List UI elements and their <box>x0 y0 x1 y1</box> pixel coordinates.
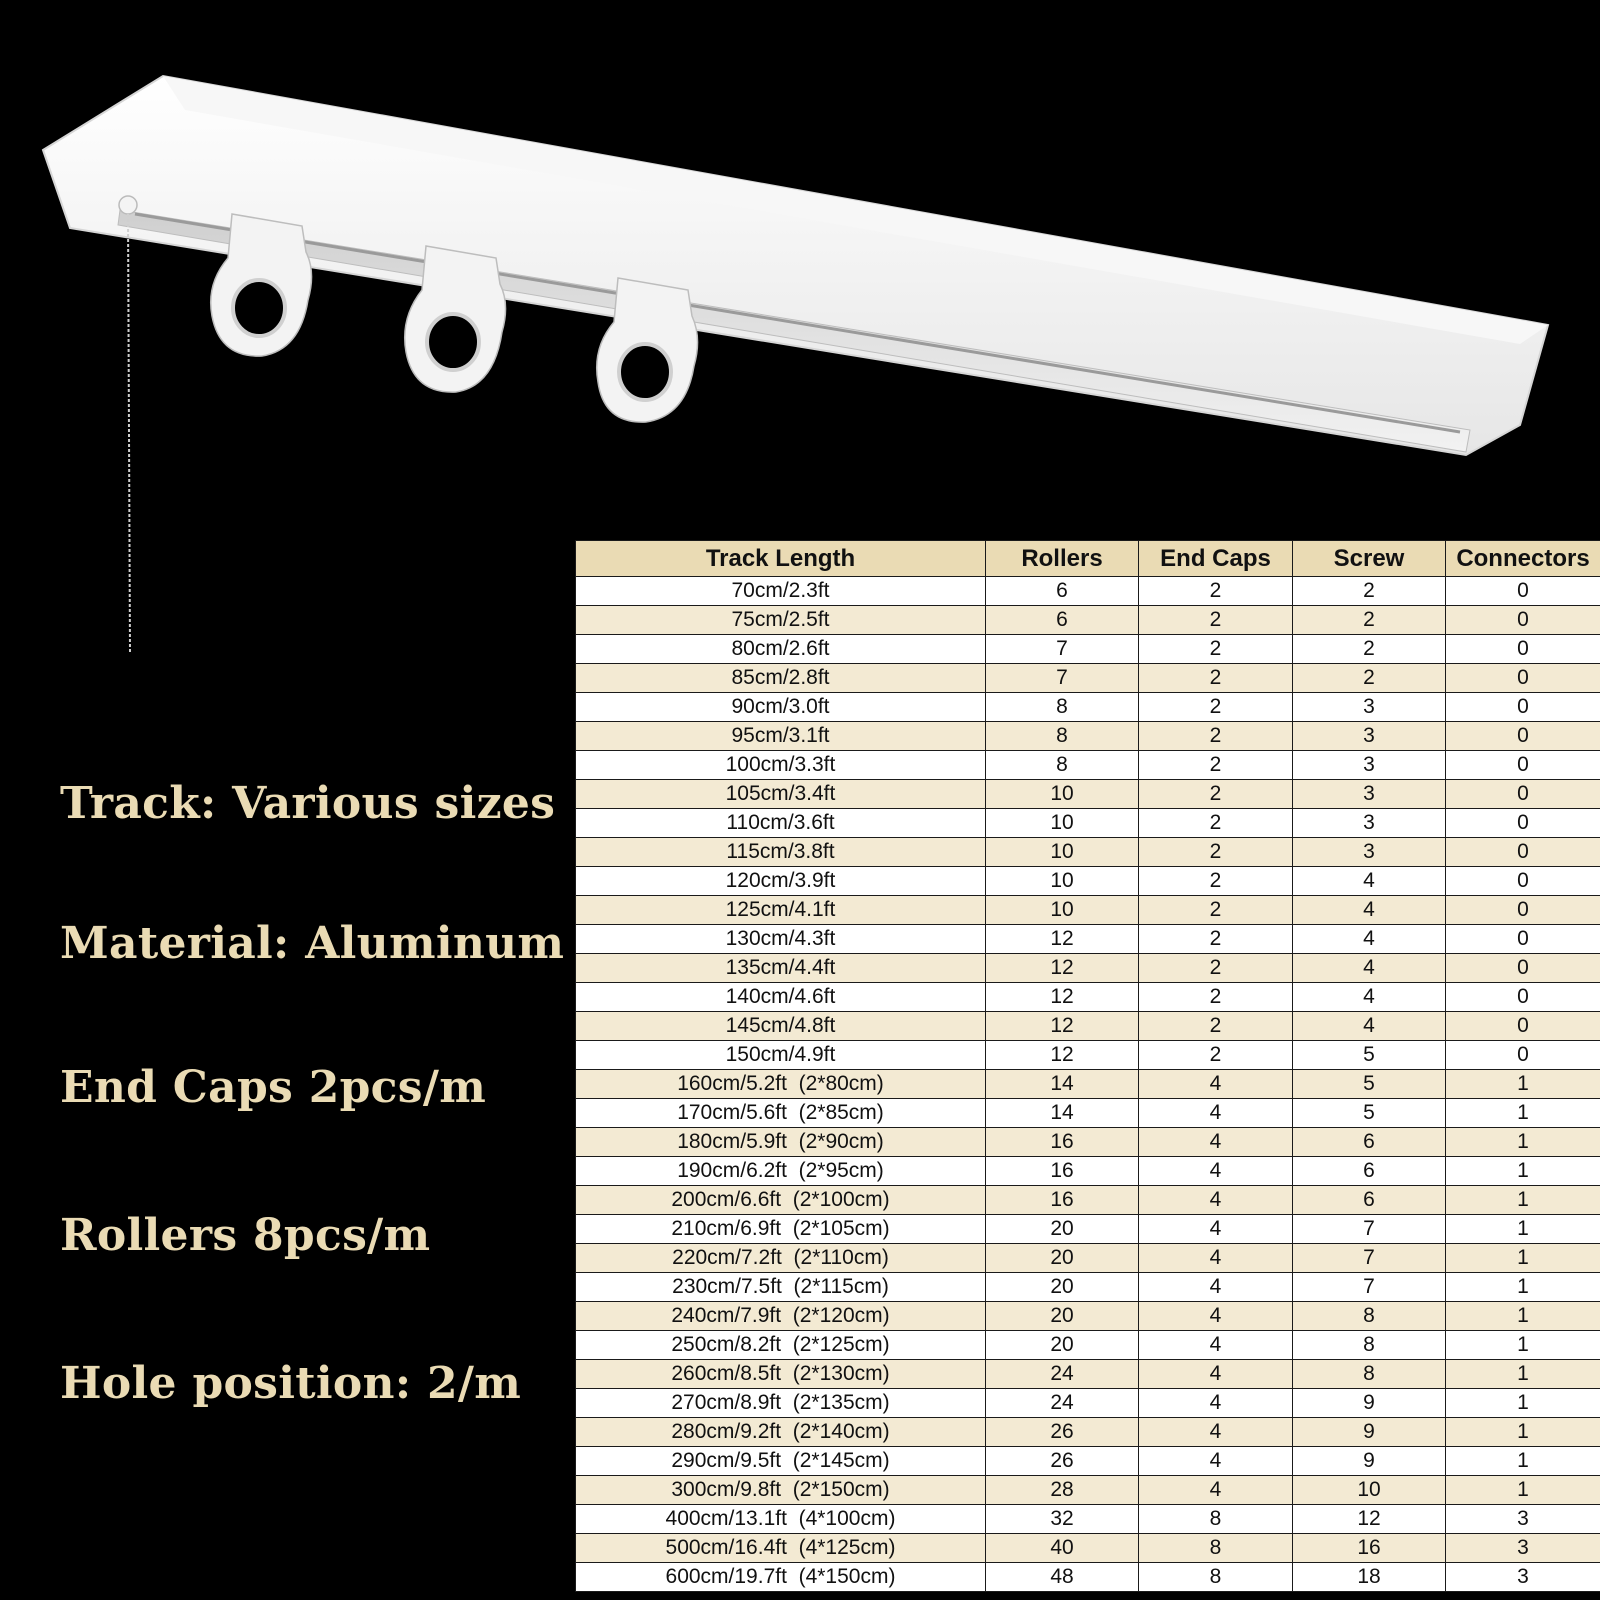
cell-end-caps: 2 <box>1139 664 1293 693</box>
table-row <box>576 664 1600 693</box>
cell-end-caps: 4 <box>1139 1215 1293 1244</box>
size-table <box>575 540 1600 1592</box>
spec-hole-position: Hole position: 2/m <box>60 1358 522 1409</box>
table-row <box>576 1012 1600 1041</box>
table-row <box>576 954 1600 983</box>
cell-rollers: 16 <box>986 1157 1139 1186</box>
cell-rollers: 16 <box>986 1186 1139 1215</box>
cell-screw: 2 <box>1293 635 1446 664</box>
cell-track-length: 125cm/4.1ft <box>576 896 986 925</box>
cell-screw: 4 <box>1293 896 1446 925</box>
cell-connectors: 1 <box>1446 1331 1600 1360</box>
table-row <box>576 1534 1600 1563</box>
cell-end-caps: 2 <box>1139 838 1293 867</box>
cell-screw: 8 <box>1293 1331 1446 1360</box>
cell-screw: 4 <box>1293 867 1446 896</box>
table-row <box>576 925 1600 954</box>
cell-track-length: 210cm/6.9ft (2*105cm) <box>576 1215 986 1244</box>
cell-rollers: 12 <box>986 954 1139 983</box>
cell-connectors: 0 <box>1446 1041 1600 1070</box>
cell-track-length: 160cm/5.2ft (2*80cm) <box>576 1070 986 1099</box>
cell-end-caps: 2 <box>1139 925 1293 954</box>
cell-track-length: 105cm/3.4ft <box>576 780 986 809</box>
cell-connectors: 0 <box>1446 867 1600 896</box>
table-row <box>576 1070 1600 1099</box>
table-row <box>576 867 1600 896</box>
cell-connectors: 1 <box>1446 1418 1600 1447</box>
cell-end-caps: 4 <box>1139 1476 1293 1505</box>
cell-screw: 9 <box>1293 1418 1446 1447</box>
cell-track-length: 130cm/4.3ft <box>576 925 986 954</box>
cell-track-length: 190cm/6.2ft (2*95cm) <box>576 1157 986 1186</box>
cell-rollers: 12 <box>986 983 1139 1012</box>
cell-connectors: 0 <box>1446 954 1600 983</box>
cell-rollers: 32 <box>986 1505 1139 1534</box>
cell-connectors: 1 <box>1446 1215 1600 1244</box>
table-row <box>576 1128 1600 1157</box>
cell-rollers: 12 <box>986 1041 1139 1070</box>
table-row <box>576 1505 1600 1534</box>
cell-rollers: 26 <box>986 1418 1139 1447</box>
cell-end-caps: 4 <box>1139 1157 1293 1186</box>
cell-rollers: 10 <box>986 780 1139 809</box>
table-row <box>576 1563 1600 1592</box>
cell-connectors: 1 <box>1446 1099 1600 1128</box>
cell-rollers: 7 <box>986 635 1139 664</box>
cell-screw: 5 <box>1293 1099 1446 1128</box>
header-end-caps: End Caps <box>1139 541 1293 577</box>
pull-cord <box>119 196 137 652</box>
table-row <box>576 722 1600 751</box>
cell-rollers: 10 <box>986 867 1139 896</box>
cell-connectors: 0 <box>1446 722 1600 751</box>
cell-track-length: 170cm/5.6ft (2*85cm) <box>576 1099 986 1128</box>
cell-end-caps: 4 <box>1139 1360 1293 1389</box>
cell-connectors: 0 <box>1446 751 1600 780</box>
cell-connectors: 0 <box>1446 1012 1600 1041</box>
cell-rollers: 24 <box>986 1389 1139 1418</box>
cell-track-length: 270cm/8.9ft (2*135cm) <box>576 1389 986 1418</box>
cell-screw: 18 <box>1293 1563 1446 1592</box>
cell-end-caps: 2 <box>1139 896 1293 925</box>
cell-screw: 8 <box>1293 1360 1446 1389</box>
cell-screw: 3 <box>1293 780 1446 809</box>
cell-connectors: 0 <box>1446 664 1600 693</box>
cell-screw: 6 <box>1293 1157 1446 1186</box>
cell-track-length: 145cm/4.8ft <box>576 1012 986 1041</box>
cell-end-caps: 4 <box>1139 1302 1293 1331</box>
cell-screw: 7 <box>1293 1215 1446 1244</box>
table-row <box>576 1099 1600 1128</box>
cell-screw: 9 <box>1293 1447 1446 1476</box>
cell-connectors: 0 <box>1446 693 1600 722</box>
cell-end-caps: 4 <box>1139 1331 1293 1360</box>
spec-track: Track: Various sizes <box>60 778 556 829</box>
cell-track-length: 140cm/4.6ft <box>576 983 986 1012</box>
cell-rollers: 26 <box>986 1447 1139 1476</box>
cell-end-caps: 2 <box>1139 780 1293 809</box>
cell-track-length: 150cm/4.9ft <box>576 1041 986 1070</box>
cell-track-length: 90cm/3.0ft <box>576 693 986 722</box>
cell-track-length: 280cm/9.2ft (2*140cm) <box>576 1418 986 1447</box>
cell-track-length: 100cm/3.3ft <box>576 751 986 780</box>
cell-track-length: 260cm/8.5ft (2*130cm) <box>576 1360 986 1389</box>
cell-rollers: 20 <box>986 1244 1139 1273</box>
table-row <box>576 751 1600 780</box>
cell-end-caps: 4 <box>1139 1099 1293 1128</box>
cell-end-caps: 2 <box>1139 809 1293 838</box>
cell-rollers: 28 <box>986 1476 1139 1505</box>
cell-rollers: 10 <box>986 809 1139 838</box>
table-row <box>576 1244 1600 1273</box>
cell-rollers: 20 <box>986 1273 1139 1302</box>
cell-connectors: 1 <box>1446 1360 1600 1389</box>
cell-connectors: 0 <box>1446 635 1600 664</box>
table-row <box>576 635 1600 664</box>
cell-screw: 5 <box>1293 1041 1446 1070</box>
spec-rollers: Rollers 8pcs/m <box>60 1210 431 1261</box>
cell-track-length: 180cm/5.9ft (2*90cm) <box>576 1128 986 1157</box>
cell-end-caps: 4 <box>1139 1070 1293 1099</box>
cell-screw: 7 <box>1293 1244 1446 1273</box>
cell-rollers: 10 <box>986 896 1139 925</box>
cell-rollers: 24 <box>986 1360 1139 1389</box>
cell-track-length: 400cm/13.1ft (4*100cm) <box>576 1505 986 1534</box>
cell-track-length: 95cm/3.1ft <box>576 722 986 751</box>
table-header-row <box>576 541 1600 577</box>
cell-rollers: 7 <box>986 664 1139 693</box>
cell-end-caps: 8 <box>1139 1505 1293 1534</box>
cell-end-caps: 2 <box>1139 867 1293 896</box>
cell-end-caps: 4 <box>1139 1418 1293 1447</box>
table-row <box>576 1331 1600 1360</box>
table-row <box>576 1447 1600 1476</box>
cell-connectors: 0 <box>1446 925 1600 954</box>
cell-screw: 4 <box>1293 983 1446 1012</box>
cell-rollers: 12 <box>986 925 1139 954</box>
table-row <box>576 983 1600 1012</box>
table-row <box>576 693 1600 722</box>
cell-rollers: 12 <box>986 1012 1139 1041</box>
cell-end-caps: 2 <box>1139 577 1293 606</box>
cell-connectors: 1 <box>1446 1186 1600 1215</box>
cell-end-caps: 2 <box>1139 751 1293 780</box>
cell-screw: 10 <box>1293 1476 1446 1505</box>
cell-end-caps: 4 <box>1139 1273 1293 1302</box>
cell-screw: 3 <box>1293 838 1446 867</box>
table-row <box>576 1389 1600 1418</box>
cell-rollers: 6 <box>986 606 1139 635</box>
cell-connectors: 3 <box>1446 1505 1600 1534</box>
cell-end-caps: 2 <box>1139 635 1293 664</box>
table-row <box>576 1215 1600 1244</box>
cell-connectors: 1 <box>1446 1244 1600 1273</box>
cell-track-length: 200cm/6.6ft (2*100cm) <box>576 1186 986 1215</box>
cell-screw: 3 <box>1293 809 1446 838</box>
table-row <box>576 838 1600 867</box>
cell-connectors: 1 <box>1446 1389 1600 1418</box>
cell-screw: 4 <box>1293 954 1446 983</box>
cell-end-caps: 2 <box>1139 722 1293 751</box>
cell-track-length: 230cm/7.5ft (2*115cm) <box>576 1273 986 1302</box>
table-row <box>576 1041 1600 1070</box>
cell-rollers: 20 <box>986 1215 1139 1244</box>
cell-end-caps: 4 <box>1139 1447 1293 1476</box>
cell-connectors: 1 <box>1446 1273 1600 1302</box>
spec-end-caps: End Caps 2pcs/m <box>60 1062 487 1113</box>
table-row <box>576 896 1600 925</box>
cell-screw: 6 <box>1293 1128 1446 1157</box>
cell-end-caps: 8 <box>1139 1534 1293 1563</box>
cell-track-length: 600cm/19.7ft (4*150cm) <box>576 1563 986 1592</box>
cell-connectors: 0 <box>1446 577 1600 606</box>
table-row <box>576 780 1600 809</box>
cell-rollers: 14 <box>986 1099 1139 1128</box>
cell-track-length: 110cm/3.6ft <box>576 809 986 838</box>
cell-end-caps: 2 <box>1139 1041 1293 1070</box>
table-row <box>576 1302 1600 1331</box>
cell-screw: 3 <box>1293 722 1446 751</box>
cell-rollers: 6 <box>986 577 1139 606</box>
cell-end-caps: 2 <box>1139 1012 1293 1041</box>
cell-rollers: 10 <box>986 838 1139 867</box>
table-row <box>576 1418 1600 1447</box>
table-row <box>576 1360 1600 1389</box>
cell-screw: 9 <box>1293 1389 1446 1418</box>
cell-track-length: 70cm/2.3ft <box>576 577 986 606</box>
header-rollers: Rollers <box>986 541 1139 577</box>
cell-rollers: 14 <box>986 1070 1139 1099</box>
cell-connectors: 0 <box>1446 606 1600 635</box>
table-row <box>576 1157 1600 1186</box>
cell-connectors: 3 <box>1446 1534 1600 1563</box>
cell-track-length: 135cm/4.4ft <box>576 954 986 983</box>
cell-end-caps: 2 <box>1139 606 1293 635</box>
table-row <box>576 1476 1600 1505</box>
cell-connectors: 1 <box>1446 1070 1600 1099</box>
table-row <box>576 1273 1600 1302</box>
header-track-length: Track Length <box>576 541 986 577</box>
cell-rollers: 20 <box>986 1331 1139 1360</box>
cell-rollers: 40 <box>986 1534 1139 1563</box>
cell-connectors: 1 <box>1446 1302 1600 1331</box>
table-row <box>576 1186 1600 1215</box>
cell-connectors: 0 <box>1446 896 1600 925</box>
spec-material: Material: Aluminum <box>60 918 565 969</box>
cell-track-length: 85cm/2.8ft <box>576 664 986 693</box>
table-row <box>576 606 1600 635</box>
cell-screw: 2 <box>1293 664 1446 693</box>
cell-track-length: 80cm/2.6ft <box>576 635 986 664</box>
table-body <box>576 577 1600 1592</box>
cell-screw: 3 <box>1293 693 1446 722</box>
cell-connectors: 1 <box>1446 1447 1600 1476</box>
cell-screw: 12 <box>1293 1505 1446 1534</box>
table-row <box>576 577 1600 606</box>
cell-end-caps: 8 <box>1139 1563 1293 1592</box>
cell-end-caps: 2 <box>1139 954 1293 983</box>
cell-rollers: 8 <box>986 693 1139 722</box>
cell-end-caps: 4 <box>1139 1389 1293 1418</box>
cell-track-length: 115cm/3.8ft <box>576 838 986 867</box>
cell-screw: 7 <box>1293 1273 1446 1302</box>
cell-connectors: 0 <box>1446 809 1600 838</box>
table-row <box>576 809 1600 838</box>
cell-end-caps: 2 <box>1139 983 1293 1012</box>
cell-connectors: 1 <box>1446 1157 1600 1186</box>
cell-connectors: 3 <box>1446 1563 1600 1592</box>
cell-connectors: 1 <box>1446 1128 1600 1157</box>
cell-track-length: 120cm/3.9ft <box>576 867 986 896</box>
cell-track-length: 220cm/7.2ft (2*110cm) <box>576 1244 986 1273</box>
cell-screw: 4 <box>1293 925 1446 954</box>
cell-connectors: 0 <box>1446 838 1600 867</box>
cell-end-caps: 2 <box>1139 693 1293 722</box>
cell-track-length: 290cm/9.5ft (2*145cm) <box>576 1447 986 1476</box>
header-connectors: Connectors <box>1446 541 1600 577</box>
cell-track-length: 300cm/9.8ft (2*150cm) <box>576 1476 986 1505</box>
cell-rollers: 8 <box>986 722 1139 751</box>
cell-end-caps: 4 <box>1139 1244 1293 1273</box>
cell-track-length: 75cm/2.5ft <box>576 606 986 635</box>
cell-rollers: 16 <box>986 1128 1139 1157</box>
cell-screw: 16 <box>1293 1534 1446 1563</box>
cell-rollers: 48 <box>986 1563 1139 1592</box>
cell-track-length: 240cm/7.9ft (2*120cm) <box>576 1302 986 1331</box>
cell-connectors: 0 <box>1446 983 1600 1012</box>
cell-screw: 3 <box>1293 751 1446 780</box>
cell-track-length: 500cm/16.4ft (4*125cm) <box>576 1534 986 1563</box>
header-screw: Screw <box>1293 541 1446 577</box>
cell-screw: 8 <box>1293 1302 1446 1331</box>
cell-screw: 6 <box>1293 1186 1446 1215</box>
cell-connectors: 0 <box>1446 780 1600 809</box>
cell-screw: 4 <box>1293 1012 1446 1041</box>
cell-rollers: 20 <box>986 1302 1139 1331</box>
cell-screw: 2 <box>1293 577 1446 606</box>
cell-track-length: 250cm/8.2ft (2*125cm) <box>576 1331 986 1360</box>
cell-connectors: 1 <box>1446 1476 1600 1505</box>
cell-screw: 5 <box>1293 1070 1446 1099</box>
cell-rollers: 8 <box>986 751 1139 780</box>
cell-end-caps: 4 <box>1139 1128 1293 1157</box>
cell-end-caps: 4 <box>1139 1186 1293 1215</box>
cell-screw: 2 <box>1293 606 1446 635</box>
